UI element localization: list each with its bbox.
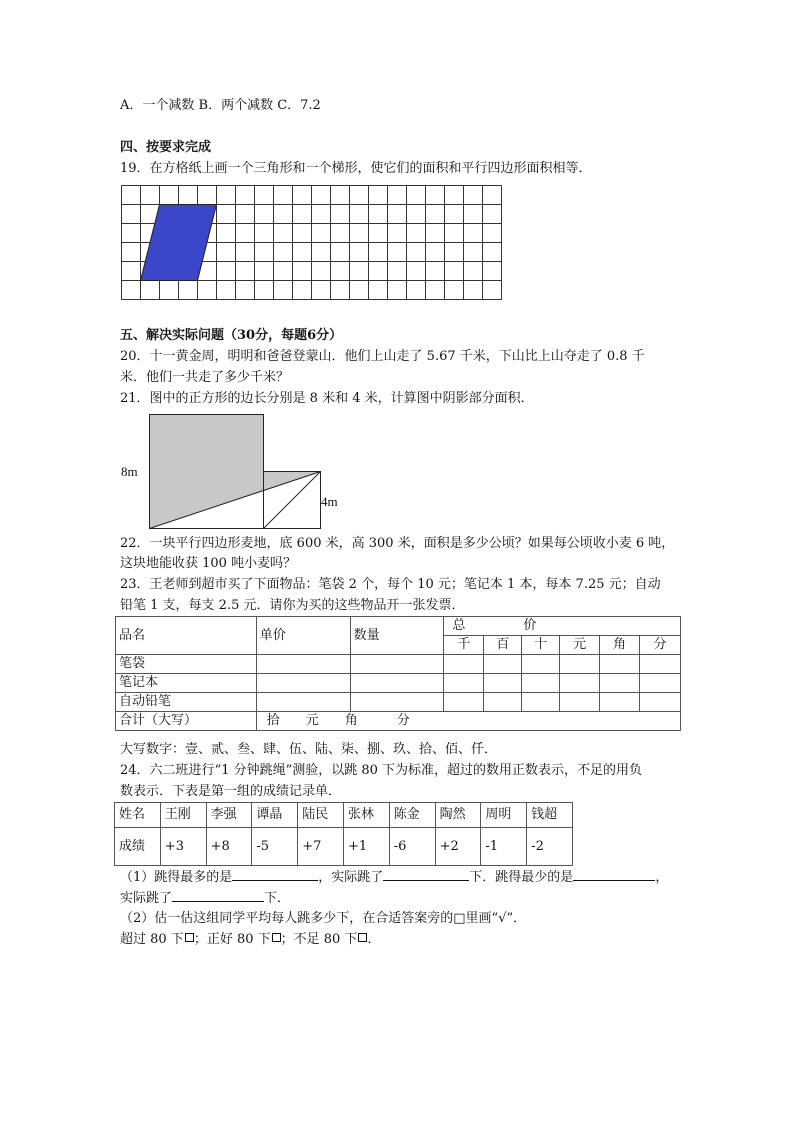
student-name: 陈金 [389, 803, 435, 828]
header-total-char-1: 总 [452, 618, 466, 633]
parallelogram-shape [141, 205, 217, 281]
q20-line2: 米．他们一共走了多少千米？ [120, 370, 290, 385]
score-value: +8 [206, 828, 252, 866]
option-below-80: ；不足 80 下 [280, 932, 358, 947]
square-grid [121, 185, 507, 302]
student-name: 谭晶 [252, 803, 298, 828]
header-quantity: 数量 [350, 617, 444, 655]
student-name: 钱超 [527, 803, 573, 828]
q21-text: 21．图中的正方形的边长分别是 8 米和 4 米，计算图中阴影部分面积． [120, 391, 534, 406]
q24-part1-line1 [120, 867, 668, 887]
q24-line2: 数表示．下表是第一组的成绩记录单． [120, 784, 342, 799]
score-value: -2 [527, 828, 573, 866]
q24-1-text-a: （1）跳得最多的是 [120, 870, 233, 885]
header-unit-price: 单价 [256, 617, 350, 655]
header-item-name: 品名 [116, 617, 257, 655]
section5-title: 五、解决实际问题（30分，每题6分） [120, 328, 343, 343]
q22-line2: 这块地能收获 100 吨小麦吗？ [120, 556, 297, 571]
q23-line2: 铅笔 1 支，每支 2.5 元．请你为买的这些物品开一张发票． [120, 598, 465, 613]
q24-1-text-b: ，实际跳了 [318, 870, 384, 885]
checkbox-exactly-80[interactable] [272, 933, 281, 942]
unit-thousand: 千 [444, 636, 484, 655]
score-value: -6 [389, 828, 435, 866]
student-name: 周明 [481, 803, 527, 828]
unit-fen: 分 [640, 636, 681, 655]
header-name-label: 姓名 [115, 803, 161, 828]
q18-options: A．一个减数 B．两个减数 C．7.2 [120, 98, 321, 113]
answer-blank-least-count[interactable] [172, 888, 264, 902]
answer-blank-least-name[interactable] [573, 867, 655, 881]
unit-jiao: 角 [600, 636, 640, 655]
option-above-80: 超过 80 下 [120, 932, 184, 947]
q23-line1: 23．王老师到超市买了下面物品：笔袋 2 个，每个 10 元；笔记本 1 本，每本 7.25 元；自动 [120, 577, 661, 592]
score-table [114, 802, 573, 866]
invoice-table [115, 616, 681, 731]
header-total-price [444, 617, 681, 636]
score-row-label: 成绩 [115, 828, 161, 866]
q24-line1: 24．六二班进行“1 分钟跳绳”测验，以跳 80 下为标准，超过的数用正数表示，不足的用负 [120, 763, 643, 778]
score-value: -1 [481, 828, 527, 866]
student-name: 张林 [343, 803, 389, 828]
student-name: 李强 [206, 803, 252, 828]
section4-title: 四、按要求完成 [120, 140, 212, 155]
q24-options [120, 931, 380, 949]
item-pencil-case: 笔袋 [116, 655, 257, 674]
score-value: +1 [343, 828, 389, 866]
invoice-row [116, 655, 681, 674]
q24-1-text-d: ， [655, 870, 669, 885]
score-value: +3 [160, 828, 206, 866]
unit-ten: 十 [522, 636, 560, 655]
capital-numerals: 大写数字：壹、贰、叁、肆、伍、陆、柒、捌、玖、拾、佰、仟． [120, 742, 498, 757]
student-name: 王刚 [160, 803, 206, 828]
label-4m: 4m [321, 494, 338, 509]
header-total-char-2: 价 [523, 618, 537, 633]
score-value: +2 [435, 828, 481, 866]
answer-blank-most-name[interactable] [232, 867, 318, 881]
q19-text: 19．在方格纸上画一个三角形和一个梯形，使它们的面积和平行四边形面积相等． [120, 161, 592, 176]
invoice-row [116, 674, 681, 693]
answer-blank-most-count[interactable] [383, 867, 469, 881]
option-end: ． [367, 932, 381, 947]
total-label: 合计（大写） [116, 712, 257, 731]
total-amount-fill: 拾 元 角 分 [256, 712, 680, 731]
item-mechanical-pencil: 自动铅笔 [116, 693, 257, 712]
q24-1-text-f: 下． [264, 891, 291, 906]
unit-yuan: 元 [560, 636, 600, 655]
q24-part2: （2）估一估这组同学平均每人跳多少下，在合适答案旁的□里画“√”． [120, 911, 527, 926]
item-notebook: 笔记本 [116, 674, 257, 693]
unit-hundred: 百 [484, 636, 522, 655]
q20-line1: 20．十一黄金周，明明和爸爸登蒙山．他们上山走了 5.67 千米，下山比上山夺走了 0.8 千 [120, 349, 645, 364]
option-exactly-80: ；正好 80 下 [193, 932, 271, 947]
score-value: -5 [252, 828, 298, 866]
q24-1-text-e: 实际跳了 [120, 891, 173, 906]
checkbox-above-80[interactable] [185, 933, 194, 942]
student-name: 陆民 [298, 803, 344, 828]
score-value: +7 [298, 828, 344, 866]
student-name: 陶然 [435, 803, 481, 828]
q22-line1: 22．一块平行四边形麦地，底 600 米，高 300 米，面积是多少公顷？如果每公顷收小麦 6 吨， [120, 536, 675, 551]
q24-1-text-c: 下．跳得最少的是 [469, 870, 574, 885]
label-8m: 8m [121, 464, 138, 479]
q24-part1-line2 [120, 888, 290, 908]
squares-figure [115, 410, 355, 532]
invoice-row [116, 693, 681, 712]
